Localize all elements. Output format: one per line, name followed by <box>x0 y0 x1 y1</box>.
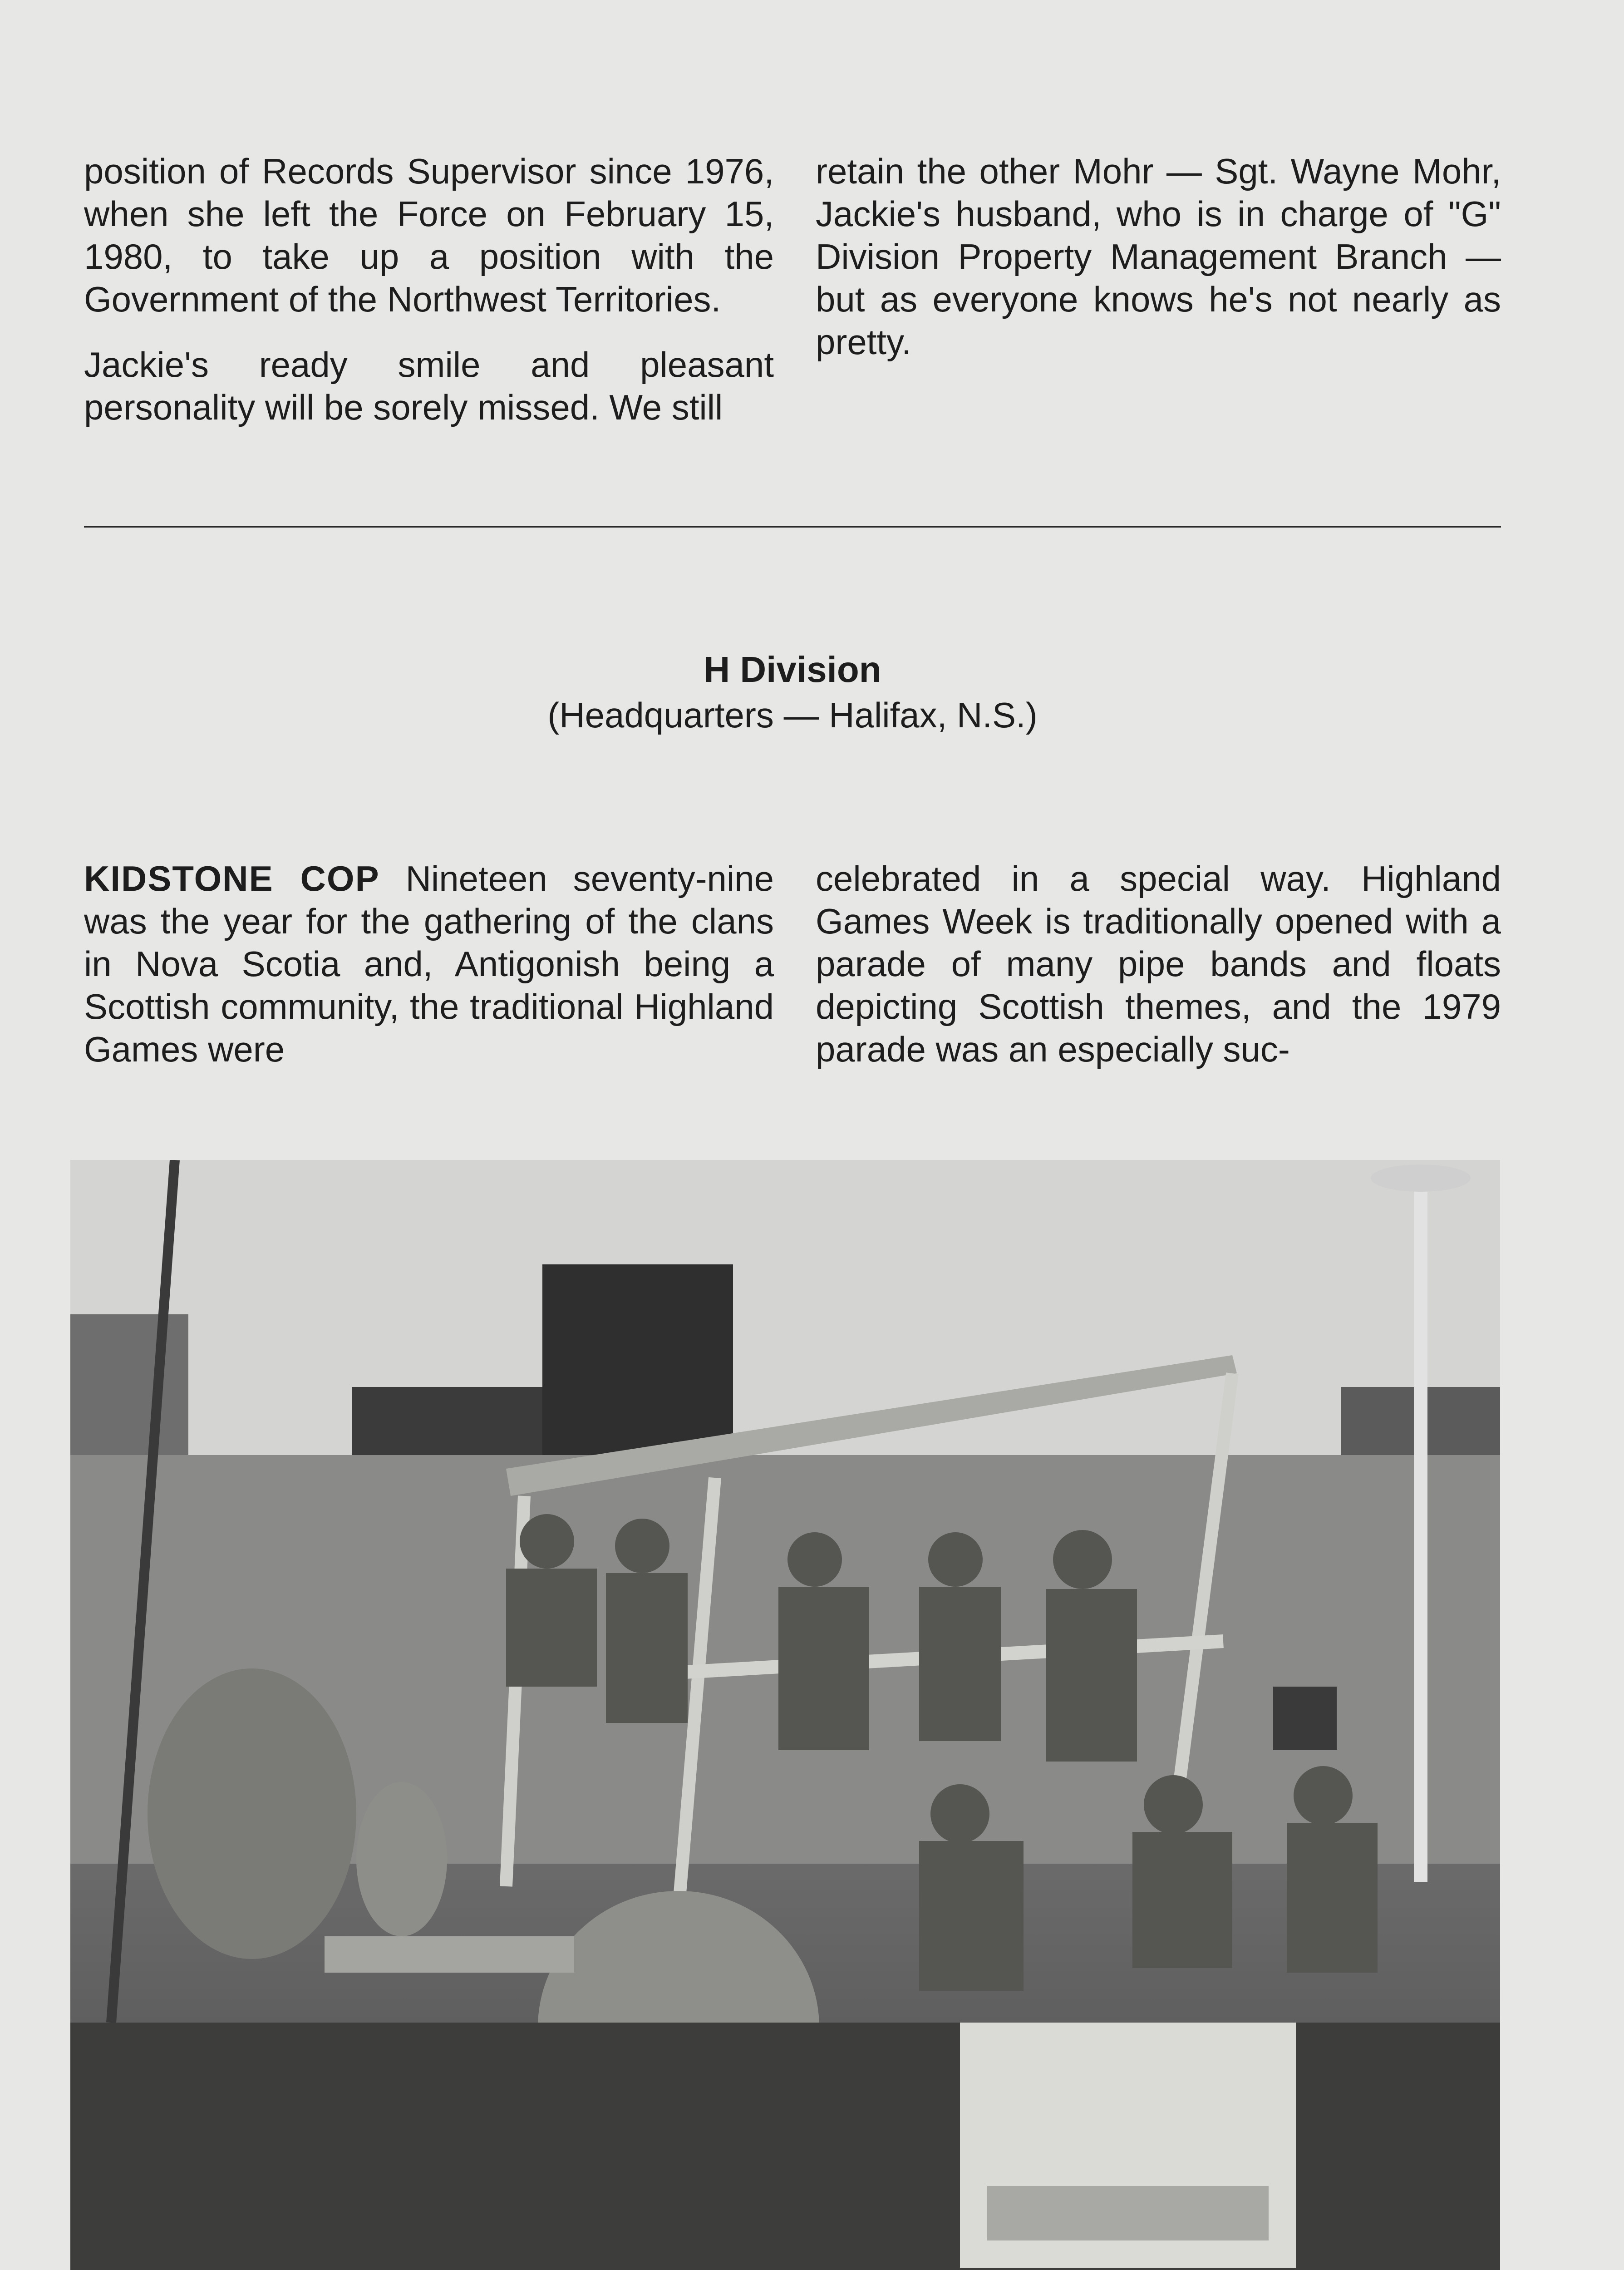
article-text: Nineteen seventy-nine was the year for the gathering of the clans in Nova Scotia and, Antigonish being a Scottish community, the traditional Highland Games were <box>84 859 774 1069</box>
top-right-column <box>816 150 1501 386</box>
article-lead: KIDSTONE COP <box>84 859 380 898</box>
paragraph: Jackie's ready smile and pleasant personality will be sorely missed. We still <box>84 345 774 427</box>
paragraph <box>84 857 774 1071</box>
float-photo <box>70 1160 1500 2270</box>
section-heading <box>84 647 1501 738</box>
article-right-column <box>816 857 1501 1093</box>
section-divider <box>84 526 1501 528</box>
paragraph: position of Records Supervisor since 1976, when she left the Force on February 15, 1980, to take up a position with the Government of the Northwest Territories. <box>84 151 774 319</box>
article-left-column <box>84 857 774 1093</box>
section-subtitle: (Headquarters — Halifax, N.S.) <box>547 695 1038 735</box>
paragraph: retain the other Mohr — Sgt. Wayne Mohr, Jackie's husband, who is in charge of "G" Division Property Management Branch — but as everyone knows he's not nearly as pretty. <box>816 151 1501 362</box>
paragraph: celebrated in a special way. Highland Games Week is traditionally opened with a parade of many pipe bands and floats depicting Scottish themes, and the 1979 parade was an especially suc- <box>816 859 1501 1069</box>
photo-illustration <box>70 1160 1500 2270</box>
top-left-column <box>84 150 774 451</box>
section-title: H Division <box>704 649 881 690</box>
